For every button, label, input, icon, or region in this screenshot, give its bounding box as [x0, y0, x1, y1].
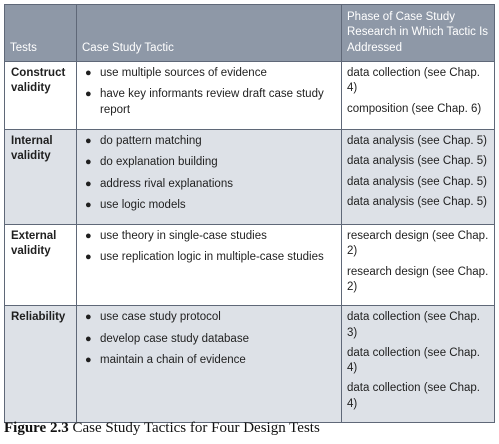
- phase-text: research design (see Chap. 2): [347, 230, 489, 258]
- tactic-text: use case study protocol: [100, 311, 221, 324]
- figure-label: Figure 2.3: [4, 420, 69, 436]
- tactic-text: maintain a chain of evidence: [100, 353, 246, 366]
- tactic-text: use logic models: [100, 198, 186, 211]
- tactic-cell: [77, 130, 342, 225]
- phase-text: research design (see Chap. 2): [347, 265, 489, 293]
- tactic-item: [82, 66, 336, 81]
- tactic-item: [82, 229, 336, 244]
- tactic-item: [82, 332, 336, 347]
- tactic-list: [82, 134, 336, 213]
- test-name: Internal validity: [5, 130, 77, 225]
- tactic-item: [82, 310, 336, 325]
- phase-cell: [342, 130, 495, 225]
- bullet-icon: ●: [85, 198, 92, 211]
- tactic-cell: [77, 62, 342, 130]
- tactic-item: [82, 155, 336, 170]
- tactic-text: address rival explanations: [100, 177, 233, 190]
- tactic-item: [82, 198, 336, 213]
- tactic-text: have key informants review draft case study report: [100, 88, 324, 116]
- tactic-list: [82, 66, 336, 118]
- bullet-icon: ●: [85, 311, 92, 324]
- tactic-item: [82, 134, 336, 149]
- header-phase: Phase of Case Study Research in Which Tactic Is Addressed: [342, 5, 495, 62]
- phase-text: data analysis (see Chap. 5): [347, 155, 487, 168]
- tactic-text: do pattern matching: [100, 135, 202, 147]
- bullet-icon: ●: [85, 135, 92, 147]
- tactic-cell: [77, 225, 342, 306]
- design-tests-table-container: [4, 4, 494, 423]
- figure-title: Case Study Tactics for Four Design Tests: [72, 420, 320, 436]
- table-row-external-validity: [5, 225, 495, 306]
- phase-text: data collection (see Chap. 4): [347, 346, 480, 375]
- bullet-icon: ●: [85, 353, 92, 366]
- tactic-item: [82, 250, 336, 265]
- tactic-list: [82, 310, 336, 368]
- phase-text: data collection (see Chap. 4): [347, 382, 480, 410]
- tactic-text: use replication logic in multiple-case studies: [100, 251, 324, 264]
- table-row-reliability: [5, 306, 495, 423]
- bullet-icon: ●: [85, 156, 92, 169]
- phase-cell: [342, 306, 495, 423]
- phase-cell: [342, 225, 495, 306]
- header-tests: Tests: [5, 5, 77, 62]
- table-row-construct-validity: [5, 62, 495, 130]
- bullet-icon: ●: [85, 67, 92, 79]
- phase-text: data analysis (see Chap. 5): [347, 135, 487, 147]
- phase-text: data analysis (see Chap. 5): [347, 195, 487, 208]
- figure-caption: [4, 420, 320, 437]
- phase-cell: [342, 62, 495, 130]
- bullet-icon: ●: [85, 230, 92, 243]
- phase-text: data analysis (see Chap. 5): [347, 175, 487, 188]
- phase-text: data collection (see Chap. 4): [347, 67, 480, 95]
- bullet-icon: ●: [85, 88, 92, 101]
- tactic-list: [82, 229, 336, 266]
- tactic-item: [82, 87, 336, 118]
- bullet-icon: ●: [85, 177, 92, 190]
- phase-text: data collection (see Chap. 3): [347, 311, 480, 339]
- table-header-row: [5, 5, 495, 62]
- table-row-internal-validity: [5, 130, 495, 225]
- bullet-icon: ●: [85, 251, 92, 264]
- bullet-icon: ●: [85, 332, 92, 345]
- header-tactic: Case Study Tactic: [77, 5, 342, 62]
- tactic-text: use theory in single-case studies: [100, 230, 267, 243]
- tactic-text: do explanation building: [100, 156, 218, 169]
- tactic-cell: [77, 306, 342, 423]
- tactic-item: [82, 177, 336, 192]
- test-name: Construct validity: [5, 62, 77, 130]
- tactic-text: develop case study database: [100, 332, 249, 345]
- phase-text: composition (see Chap. 6): [347, 102, 482, 115]
- tactic-text: use multiple sources of evidence: [100, 67, 267, 79]
- test-name: External validity: [5, 225, 77, 306]
- tactic-item: [82, 353, 336, 368]
- design-tests-table: [4, 4, 495, 423]
- test-name: Reliability: [5, 306, 77, 423]
